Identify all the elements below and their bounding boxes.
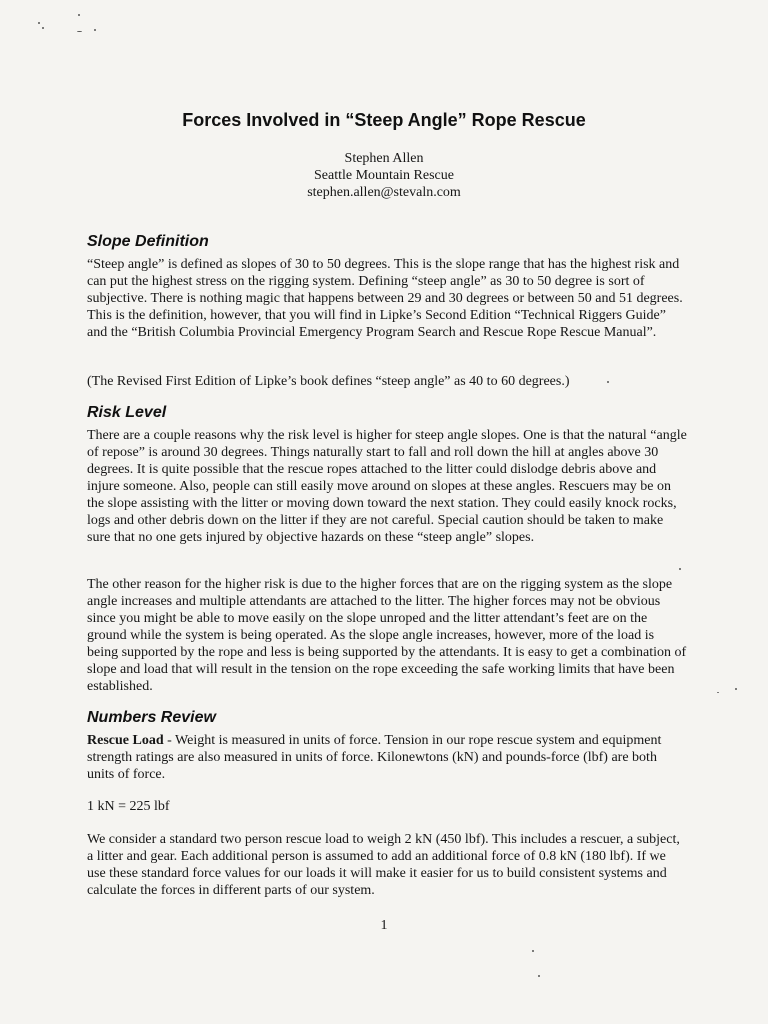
paragraph-rescue-load [87, 732, 687, 783]
page-number: 1 [380, 918, 388, 933]
conversion-line: 1 kN = 225 lbf [87, 799, 170, 814]
paragraph-slope-definition: “Steep angle” is defined as slopes of 30 to 50 degrees. This is the slope range that has the highest risk and can put the highest stress on the rigging system. Defining “steep angle” as 30 to 50 degree is sort of subjective. There is nothing magic that happens between 29 and 30 degrees or between 50 and 51 degrees. This is the definition, however, that you will find in Lipke’s Second Edition “Technical Riggers Guide” and the “British Columbia Provincial Emergency Program Search and Rescue Rope Rescue Manual”. [87, 257, 683, 340]
paragraph-risk-level-2: The other reason for the higher risk is due to the higher forces that are on the rigging system as the slope angle increases and multiple attendants are attached to the litter. The higher forces may not be obvious since you might be able to move easily on the slope unroped and the litter attendant’s feet are on the ground while the system is being operated. As the slope angle increases, however, more of the load is being supported by the rope and less is being supported by the attendants. It is easy to get a combination of slope and load that will result in the tension on the rope exceeding the safe working limits that have been established. [87, 577, 687, 694]
author-email: stephen.allen@stevaln.com [307, 185, 461, 200]
scan-speck [532, 950, 534, 952]
section-heading-risk-level: Risk Level [87, 404, 167, 421]
paragraph-risk-level-1: There are a couple reasons why the risk level is higher for steep angle slopes. One is that the natural “angle of repose” is around 30 degrees. Things naturally start to fall and roll down the hill at angles above 30 degrees. It is quite possible that the rescue ropes attached to the litter could dislodge debris above and injure someone. Also, people can still easily move around on slopes at these angles. Rescuers may be on the slope assisting with the litter or moving down toward the next station. They could easily knock rocks, logs and other debris down on the litter if they are not careful. Special caution should be taken to make sure that no one gets injured by objective hazards on these “steep angle” slopes. [87, 428, 687, 545]
scan-speck [717, 692, 719, 693]
section-heading-slope-definition: Slope Definition [87, 233, 209, 250]
paragraph-lipke-note: (The Revised First Edition of Lipke’s book defines “steep angle” as 40 to 60 degrees.) [87, 374, 570, 389]
author-block [0, 150, 768, 201]
document-title: Forces Involved in “Steep Angle” Rope Rescue [182, 110, 586, 130]
scan-speck [38, 22, 40, 24]
scan-speck [735, 688, 737, 690]
scan-speck [78, 14, 80, 16]
scan-speck [538, 975, 540, 977]
scan-speck [679, 568, 681, 570]
scan-speck [94, 29, 96, 31]
rescue-load-text: - Weight is measured in units of force. Tension in our rope rescue system and equipment strength ratings are also measured in units of force. Kilonewtons (kN) and pounds-force (lbf) are both units of force. [87, 733, 662, 782]
scan-speck [42, 27, 44, 29]
paragraph-standard-load: We consider a standard two person rescue load to weigh 2 kN (450 lbf). This includes a rescuer, a subject, a litter and gear. Each additional person is assumed to add an additional force of 0.8 kN (180 lbf). If we use these standard force values for our loads it will make it easier for us to build consistent systems and calculate the forces in different parts of our system. [87, 832, 680, 898]
scan-speck [77, 31, 82, 32]
section-heading-numbers-review: Numbers Review [87, 709, 216, 726]
author-organization: Seattle Mountain Rescue [314, 168, 454, 183]
rescue-load-term: Rescue Load [87, 733, 164, 748]
author-name: Stephen Allen [344, 151, 424, 166]
